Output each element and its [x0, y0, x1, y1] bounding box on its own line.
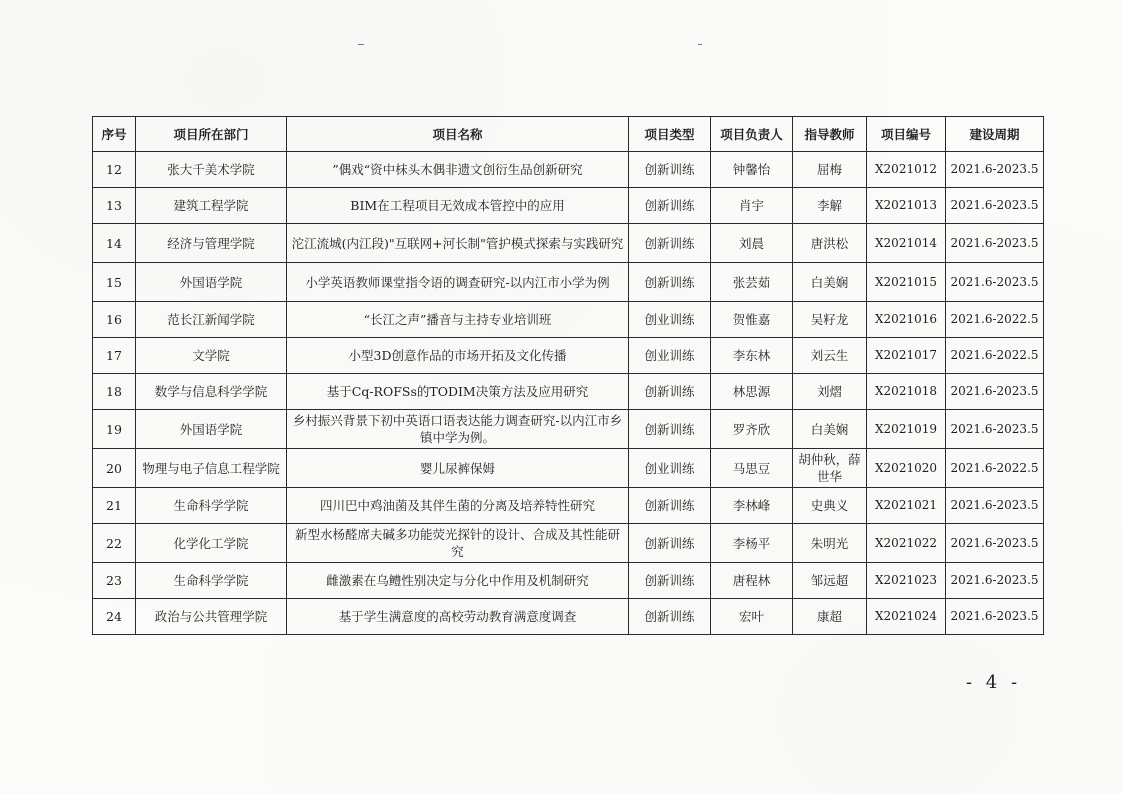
cell-period: 2021.6-2023.5	[946, 563, 1044, 599]
cell-name: ”偶戏“资中枺头木偶非遗文创衍生品创新研究	[287, 152, 629, 188]
cell-dept: 化学化工学院	[136, 524, 287, 563]
cell-period: 2021.6-2023.5	[946, 152, 1044, 188]
cell-type: 创新训练	[629, 488, 711, 524]
table-row	[93, 488, 1044, 524]
cell-advisor: 屈梅	[793, 152, 867, 188]
cell-type: 创新训练	[629, 188, 711, 224]
cell-dept: 外国语学院	[136, 410, 287, 449]
cell-no: 18	[93, 374, 136, 410]
cell-name: “长江之声”播音与主持专业培训班	[287, 302, 629, 338]
cell-dept: 建筑工程学院	[136, 188, 287, 224]
cell-no: 13	[93, 188, 136, 224]
cell-leader: 罗齐欣	[711, 410, 793, 449]
cell-type: 创业训练	[629, 338, 711, 374]
cell-type: 创新训练	[629, 563, 711, 599]
cell-advisor: 吴籽龙	[793, 302, 867, 338]
cell-type: 创业训练	[629, 302, 711, 338]
cell-period: 2021.6-2023.5	[946, 524, 1044, 563]
header-no: 序号	[93, 117, 136, 152]
cell-name: 雌激素在乌鳢性别决定与分化中作用及机制研究	[287, 563, 629, 599]
cell-no: 16	[93, 302, 136, 338]
cell-advisor: 唐洪松	[793, 224, 867, 263]
cell-no: 12	[93, 152, 136, 188]
cell-no: 15	[93, 263, 136, 302]
cell-name: 沱江流城(内江段)"互联网+河长制"管护模式探索与实践研究	[287, 224, 629, 263]
cell-dept: 生命科学学院	[136, 488, 287, 524]
cell-code: X2021024	[867, 599, 946, 635]
cell-no: 14	[93, 224, 136, 263]
cell-code: X2021012	[867, 152, 946, 188]
table-body	[93, 152, 1044, 635]
cell-no: 19	[93, 410, 136, 449]
header-name: 项目名称	[287, 117, 629, 152]
cell-dept: 生命科学学院	[136, 563, 287, 599]
cell-dept: 政治与公共管理学院	[136, 599, 287, 635]
project-table	[92, 116, 1044, 635]
cell-period: 2021.6-2023.5	[946, 263, 1044, 302]
cell-type: 创新训练	[629, 374, 711, 410]
table-row	[93, 263, 1044, 302]
cell-period: 2021.6-2023.5	[946, 599, 1044, 635]
table-row	[93, 188, 1044, 224]
cell-advisor: 邹远超	[793, 563, 867, 599]
cell-period: 2021.6-2023.5	[946, 374, 1044, 410]
cell-leader: 林思源	[711, 374, 793, 410]
cell-code: X2021018	[867, 374, 946, 410]
cell-leader: 钟馨怡	[711, 152, 793, 188]
cell-period: 2021.6-2023.5	[946, 488, 1044, 524]
table-header-row	[93, 117, 1044, 152]
cell-type: 创业训练	[629, 449, 711, 488]
cell-no: 22	[93, 524, 136, 563]
cell-no: 23	[93, 563, 136, 599]
cell-advisor: 朱明光	[793, 524, 867, 563]
header-advisor: 指导教师	[793, 117, 867, 152]
cell-advisor: 李解	[793, 188, 867, 224]
table-row	[93, 410, 1044, 449]
cell-advisor: 刘云生	[793, 338, 867, 374]
cell-code: X2021016	[867, 302, 946, 338]
cell-dept: 外国语学院	[136, 263, 287, 302]
table-row	[93, 524, 1044, 563]
cell-code: X2021020	[867, 449, 946, 488]
cell-dept: 物理与电子信息工程学院	[136, 449, 287, 488]
cell-leader: 李林峰	[711, 488, 793, 524]
table-row	[93, 338, 1044, 374]
cell-no: 21	[93, 488, 136, 524]
cell-name: BIM在工程项目无效成本管控中的应用	[287, 188, 629, 224]
cell-type: 创新训练	[629, 410, 711, 449]
cell-advisor: 胡仲秋，薛世华	[793, 449, 867, 488]
scan-mark	[358, 44, 364, 45]
cell-leader: 张芸茹	[711, 263, 793, 302]
cell-advisor: 史典义	[793, 488, 867, 524]
cell-no: 17	[93, 338, 136, 374]
cell-name: 乡村振兴背景下初中英语口语表达能力调查研究-以内江市乡镇中学为例。	[287, 410, 629, 449]
cell-type: 创新训练	[629, 524, 711, 563]
cell-code: X2021013	[867, 188, 946, 224]
cell-type: 创新训练	[629, 224, 711, 263]
cell-code: X2021023	[867, 563, 946, 599]
table-row	[93, 599, 1044, 635]
cell-advisor: 白美娴	[793, 410, 867, 449]
cell-code: X2021015	[867, 263, 946, 302]
header-type: 项目类型	[629, 117, 711, 152]
cell-name: 小学英语教师课堂指令语的调查研究-以内江市小学为例	[287, 263, 629, 302]
cell-leader: 贺惟嘉	[711, 302, 793, 338]
scan-mark	[698, 44, 702, 45]
header-leader: 项目负责人	[711, 117, 793, 152]
cell-name: 基于Cq-ROFSs的TODIM决策方法及应用研究	[287, 374, 629, 410]
cell-dept: 范长江新闻学院	[136, 302, 287, 338]
cell-code: X2021019	[867, 410, 946, 449]
table-row	[93, 449, 1044, 488]
cell-advisor: 刘熠	[793, 374, 867, 410]
cell-type: 创新训练	[629, 152, 711, 188]
cell-no: 24	[93, 599, 136, 635]
cell-advisor: 康超	[793, 599, 867, 635]
page-number: - 4 -	[966, 672, 1022, 693]
cell-leader: 唐程林	[711, 563, 793, 599]
cell-dept: 文学院	[136, 338, 287, 374]
cell-no: 20	[93, 449, 136, 488]
cell-leader: 李东林	[711, 338, 793, 374]
cell-leader: 李杨平	[711, 524, 793, 563]
cell-period: 2021.6-2023.5	[946, 410, 1044, 449]
table-row	[93, 374, 1044, 410]
cell-code: X2021021	[867, 488, 946, 524]
cell-name: 婴儿尿裤保姆	[287, 449, 629, 488]
cell-type: 创新训练	[629, 599, 711, 635]
table-row	[93, 152, 1044, 188]
table-row	[93, 563, 1044, 599]
cell-period: 2021.6-2022.5	[946, 302, 1044, 338]
cell-period: 2021.6-2022.5	[946, 449, 1044, 488]
cell-period: 2021.6-2022.5	[946, 338, 1044, 374]
table-row	[93, 224, 1044, 263]
cell-period: 2021.6-2023.5	[946, 188, 1044, 224]
cell-advisor: 白美娴	[793, 263, 867, 302]
cell-name: 基于学生满意度的高校劳动教育满意度调查	[287, 599, 629, 635]
cell-code: X2021017	[867, 338, 946, 374]
cell-name: 四川巴中鸡油菌及其伴生菌的分离及培养特性研究	[287, 488, 629, 524]
cell-leader: 宏叶	[711, 599, 793, 635]
cell-name: 小型3D创意作品的市场开拓及文化传播	[287, 338, 629, 374]
cell-dept: 经济与管理学院	[136, 224, 287, 263]
cell-code: X2021022	[867, 524, 946, 563]
header-code: 项目编号	[867, 117, 946, 152]
table-row	[93, 302, 1044, 338]
cell-dept: 数学与信息科学学院	[136, 374, 287, 410]
cell-leader: 刘晨	[711, 224, 793, 263]
cell-code: X2021014	[867, 224, 946, 263]
header-dept: 项目所在部门	[136, 117, 287, 152]
cell-type: 创新训练	[629, 263, 711, 302]
cell-name: 新型水杨醛席夫碱多功能荧光探针的设计、合成及其性能研究	[287, 524, 629, 563]
cell-period: 2021.6-2023.5	[946, 224, 1044, 263]
header-period: 建设周期	[946, 117, 1044, 152]
cell-dept: 张大千美术学院	[136, 152, 287, 188]
cell-leader: 马思豆	[711, 449, 793, 488]
cell-leader: 肖宇	[711, 188, 793, 224]
